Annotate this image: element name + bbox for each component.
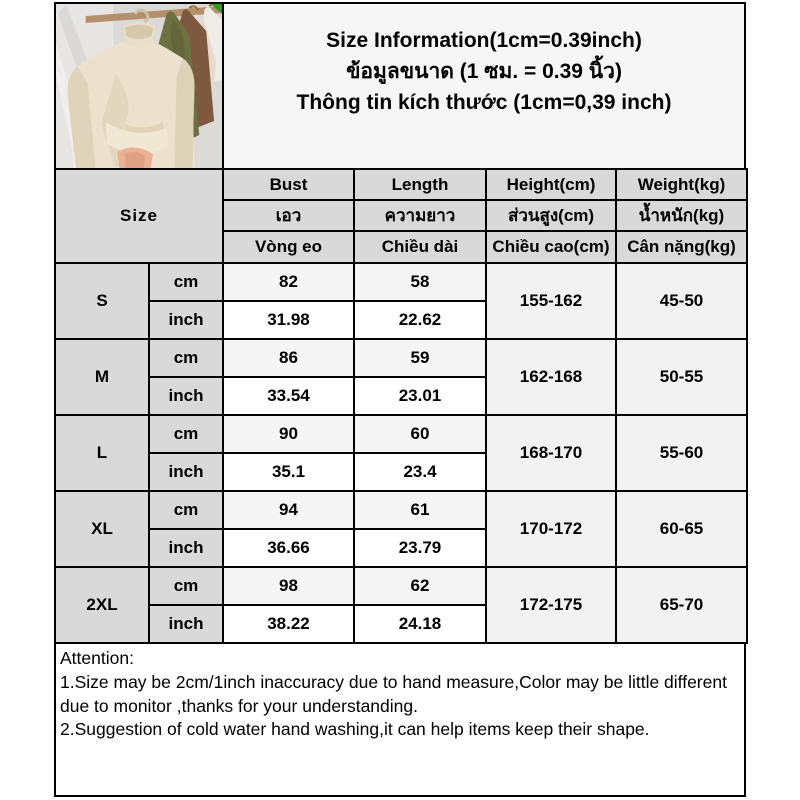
attention-item-2: 2.Suggestion of cold water hand washing,it can help items keep their shape. xyxy=(60,719,650,740)
size-row-l-cm xyxy=(55,415,747,453)
size-header-cell: Size xyxy=(55,169,223,263)
unit-inch-cell: inch xyxy=(149,377,223,415)
weight-range-cell: 45-50 xyxy=(616,263,747,339)
header-section xyxy=(54,2,746,168)
title-english: Size Information(1cm=0.39inch) xyxy=(326,28,642,52)
length-inch-cell: 23.79 xyxy=(354,529,486,567)
title-block xyxy=(224,4,744,168)
length-cm-cell: 61 xyxy=(354,491,486,529)
length-cm-cell: 62 xyxy=(354,567,486,605)
size-table xyxy=(54,168,748,644)
bust-inch-cell: 31.98 xyxy=(223,301,354,339)
bust-cm-cell: 90 xyxy=(223,415,354,453)
height-range-cell: 168-170 xyxy=(486,415,616,491)
col-bust-en: Bust xyxy=(223,169,354,200)
attention-box xyxy=(54,644,746,797)
col-length-en: Length xyxy=(354,169,486,200)
col-height-th: ส่วนสูง(cm) xyxy=(486,200,616,231)
unit-inch-cell: inch xyxy=(149,605,223,643)
product-photo-illustration xyxy=(56,4,222,168)
col-weight-en: Weight(kg) xyxy=(616,169,747,200)
col-weight-th: น้ำหนัก(kg) xyxy=(616,200,747,231)
attention-item-1: 1.Size may be 2cm/1inch inaccuracy due to hand measure,Color may be little different due to monitor ,thanks for your understanding. xyxy=(60,671,727,716)
length-inch-cell: 24.18 xyxy=(354,605,486,643)
weight-range-cell: 50-55 xyxy=(616,339,747,415)
size-row-xl-cm xyxy=(55,491,747,529)
bust-cm-cell: 94 xyxy=(223,491,354,529)
weight-range-cell: 65-70 xyxy=(616,567,747,643)
col-length-vi: Chiều dài xyxy=(354,231,486,263)
size-label-cell: XL xyxy=(55,491,149,567)
length-inch-cell: 22.62 xyxy=(354,301,486,339)
product-photo xyxy=(56,4,224,168)
size-label-cell: M xyxy=(55,339,149,415)
size-table-header xyxy=(55,169,747,263)
col-bust-th: เอว xyxy=(223,200,354,231)
bust-inch-cell: 35.1 xyxy=(223,453,354,491)
col-height-en: Height(cm) xyxy=(486,169,616,200)
size-row-2xl-cm xyxy=(55,567,747,605)
size-table-body xyxy=(55,263,747,643)
size-row-s-cm xyxy=(55,263,747,301)
unit-cm-cell: cm xyxy=(149,567,223,605)
length-inch-cell: 23.01 xyxy=(354,377,486,415)
bust-cm-cell: 98 xyxy=(223,567,354,605)
size-label-cell: 2XL xyxy=(55,567,149,643)
height-range-cell: 170-172 xyxy=(486,491,616,567)
green-corner-marker-icon xyxy=(211,4,222,14)
size-label-cell: S xyxy=(55,263,149,339)
height-range-cell: 172-175 xyxy=(486,567,616,643)
size-label-cell: L xyxy=(55,415,149,491)
size-row-m-cm xyxy=(55,339,747,377)
col-height-vi: Chiều cao(cm) xyxy=(486,231,616,263)
length-cm-cell: 59 xyxy=(354,339,486,377)
unit-cm-cell: cm xyxy=(149,491,223,529)
size-chart-sheet xyxy=(54,2,746,797)
length-inch-cell: 23.4 xyxy=(354,453,486,491)
unit-inch-cell: inch xyxy=(149,453,223,491)
title-thai: ข้อมูลขนาด (1 ซม. = 0.39 นิ้ว) xyxy=(346,59,622,83)
unit-cm-cell: cm xyxy=(149,263,223,301)
unit-cm-cell: cm xyxy=(149,339,223,377)
col-bust-vi: Vòng eo xyxy=(223,231,354,263)
col-weight-vi: Cân nặng(kg) xyxy=(616,231,747,263)
bust-inch-cell: 38.22 xyxy=(223,605,354,643)
bust-inch-cell: 36.66 xyxy=(223,529,354,567)
col-length-th: ความยาว xyxy=(354,200,486,231)
title-vietnamese: Thông tin kích thước (1cm=0,39 inch) xyxy=(296,91,672,115)
unit-cm-cell: cm xyxy=(149,415,223,453)
attention-heading: Attention: xyxy=(60,648,134,668)
height-range-cell: 162-168 xyxy=(486,339,616,415)
unit-inch-cell: inch xyxy=(149,301,223,339)
bust-cm-cell: 86 xyxy=(223,339,354,377)
bust-inch-cell: 33.54 xyxy=(223,377,354,415)
length-cm-cell: 60 xyxy=(354,415,486,453)
unit-inch-cell: inch xyxy=(149,529,223,567)
weight-range-cell: 55-60 xyxy=(616,415,747,491)
bust-cm-cell: 82 xyxy=(223,263,354,301)
length-cm-cell: 58 xyxy=(354,263,486,301)
height-range-cell: 155-162 xyxy=(486,263,616,339)
weight-range-cell: 60-65 xyxy=(616,491,747,567)
